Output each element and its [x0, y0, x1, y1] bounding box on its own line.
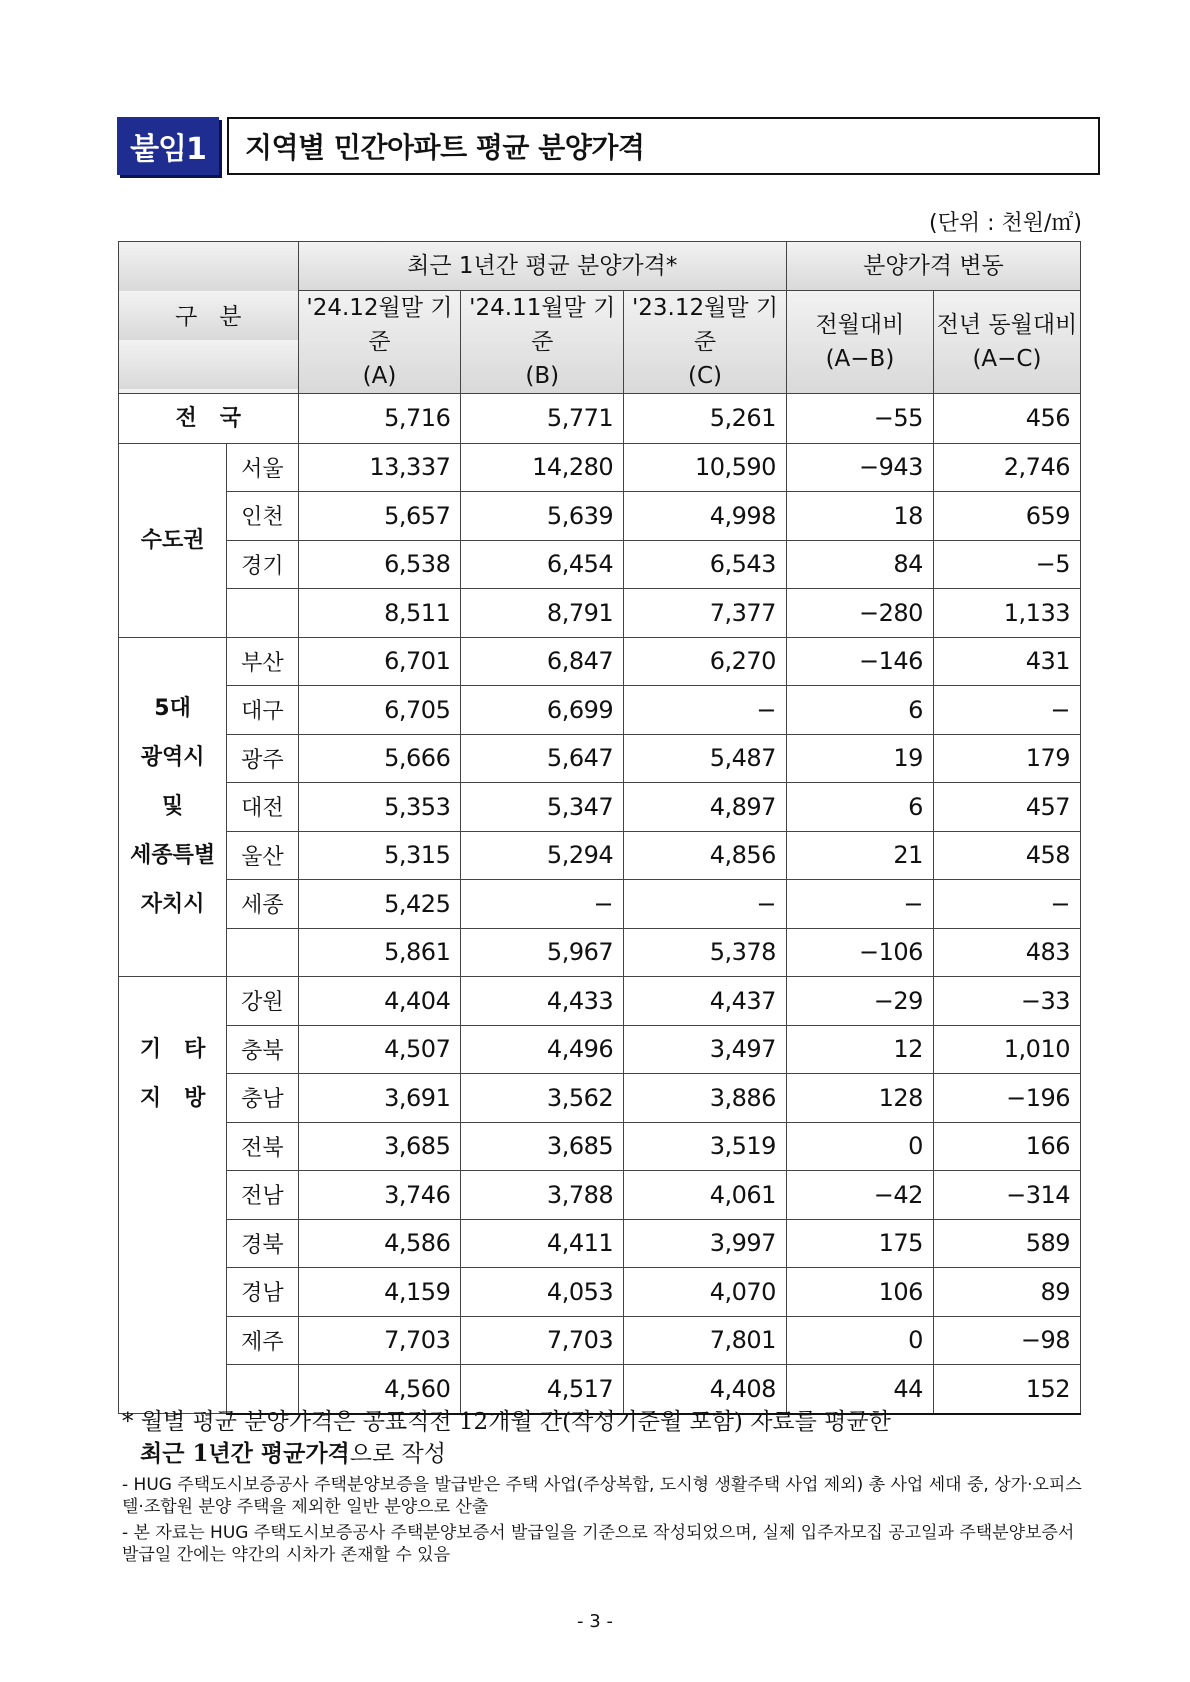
footnotes — [122, 1406, 1082, 1566]
value-cell: 5,657 — [298, 492, 461, 541]
col-header-sub: (A−C) — [972, 345, 1042, 372]
value-cell: 4,507 — [298, 1025, 461, 1074]
table-row — [119, 1074, 1081, 1123]
col-header-sub: (B) — [525, 362, 560, 389]
value-cell: 5,487 — [624, 734, 787, 783]
value-cell: 456 — [933, 393, 1080, 443]
value-cell: −196 — [933, 1074, 1080, 1123]
value-cell: 2,746 — [933, 443, 1080, 492]
value-cell: − — [933, 686, 1080, 735]
value-cell: 7,801 — [624, 1316, 787, 1365]
change-header: 분양가격 변동 — [786, 242, 1080, 291]
value-cell: −55 — [786, 393, 933, 443]
value-cell: 4,404 — [298, 977, 461, 1026]
value-cell: 6 — [786, 783, 933, 832]
value-cell: 106 — [786, 1268, 933, 1317]
value-cell: −29 — [786, 977, 933, 1026]
value-cell: 6 — [786, 686, 933, 735]
table-row — [119, 734, 1081, 783]
value-cell: 18 — [786, 492, 933, 541]
table-row — [119, 1219, 1081, 1268]
group-label-line: 자치시 — [140, 892, 205, 918]
col-header-label: '24.11월말 기준 — [469, 294, 616, 355]
value-cell: 4,053 — [461, 1268, 624, 1317]
value-cell: 431 — [933, 637, 1080, 686]
value-cell: 5,716 — [298, 393, 461, 443]
value-cell: −5 — [933, 540, 1080, 589]
value-cell: 4,897 — [624, 783, 787, 832]
price-table — [118, 241, 1081, 1415]
value-cell: 5,967 — [461, 928, 624, 977]
value-cell: − — [624, 686, 787, 735]
value-cell: 3,685 — [461, 1122, 624, 1171]
value-cell: −42 — [786, 1171, 933, 1220]
region-name: 부산 — [227, 637, 298, 686]
value-cell: 7,703 — [461, 1316, 624, 1365]
other-group-label — [119, 977, 227, 1414]
recent-header: 최근 1년간 평균 분양가격* — [298, 242, 786, 291]
value-cell: 4,159 — [298, 1268, 461, 1317]
value-cell: 483 — [933, 928, 1080, 977]
value-cell: 4,070 — [624, 1268, 787, 1317]
value-cell: 5,647 — [461, 734, 624, 783]
group-label-line: 및 — [161, 794, 184, 820]
footnote-star: * 월별 평균 분양가격은 공표직전 12개월 간(작성기준월 포함) 자료를 평균한 최근 1년간 평균가격으로 작성 — [122, 1409, 891, 1467]
value-cell: 5,666 — [298, 734, 461, 783]
value-cell: 21 — [786, 831, 933, 880]
value-cell: 10,590 — [624, 443, 787, 492]
value-cell: 8,791 — [461, 589, 624, 638]
value-cell: 4,496 — [461, 1025, 624, 1074]
col-header-sub: (A) — [362, 362, 397, 389]
region-name: 세종 — [227, 880, 298, 929]
region-name: 대전 — [227, 783, 298, 832]
table-row — [119, 492, 1081, 541]
value-cell: 4,437 — [624, 977, 787, 1026]
value-cell: 4,517 — [461, 1365, 624, 1414]
value-cell: 14,280 — [461, 443, 624, 492]
value-cell: 5,378 — [624, 928, 787, 977]
value-cell: 0 — [786, 1316, 933, 1365]
value-cell: 166 — [933, 1122, 1080, 1171]
value-cell: 3,685 — [298, 1122, 461, 1171]
value-cell: 4,411 — [461, 1219, 624, 1268]
value-cell: 6,538 — [298, 540, 461, 589]
section-header — [117, 117, 1100, 175]
capital-group-label: 수도권 — [119, 443, 227, 637]
col-header-a — [298, 290, 461, 393]
table-row — [119, 1171, 1081, 1220]
value-cell: 5,425 — [298, 880, 461, 929]
value-cell: 6,701 — [298, 637, 461, 686]
value-cell: 5,261 — [624, 393, 787, 443]
value-cell: 19 — [786, 734, 933, 783]
region-name: 제주 — [227, 1316, 298, 1365]
group-label-line: 5대 — [154, 696, 191, 722]
col-header-d — [786, 290, 933, 393]
value-cell: 6,454 — [461, 540, 624, 589]
value-cell: −943 — [786, 443, 933, 492]
col-header-label: 전월대비 — [815, 311, 905, 338]
table-row — [119, 1316, 1081, 1365]
group-label-line: 기 타 — [139, 1037, 206, 1062]
value-cell: 589 — [933, 1219, 1080, 1268]
value-cell: 3,788 — [461, 1171, 624, 1220]
region-name: 전남 — [227, 1171, 298, 1220]
value-cell: 5,353 — [298, 783, 461, 832]
region-name: 충북 — [227, 1025, 298, 1074]
value-cell: 5,315 — [298, 831, 461, 880]
footnote-source: - 본 자료는 HUG 주택도시보증공사 주택분양보증서 발급일을 기준으로 작성되었으며, 실제 입주자모집 공고일과 주택분양보증서 발급일 간에는 약간의 시차가 존재할 수 있음 — [122, 1523, 1075, 1565]
value-cell: 6,847 — [461, 637, 624, 686]
value-cell: 3,746 — [298, 1171, 461, 1220]
value-cell: 3,497 — [624, 1025, 787, 1074]
subtotal-spacer — [227, 928, 298, 977]
value-cell: 4,433 — [461, 977, 624, 1026]
value-cell: 5,771 — [461, 393, 624, 443]
region-name: 광주 — [227, 734, 298, 783]
group-header: 구 분 — [119, 242, 299, 394]
table-row — [119, 783, 1081, 832]
value-cell: 457 — [933, 783, 1080, 832]
value-cell: 84 — [786, 540, 933, 589]
value-cell: 6,699 — [461, 686, 624, 735]
footnote-method: - HUG 주택도시보증공사 주택분양보증을 발급받은 주택 사업(주상복합, 도시형 생활주택 사업 제외) 총 사업 세대 중, 상가·오피스텔·조합원 분양 주택을 제외한 일반 분양으로 산출 — [122, 1475, 1082, 1517]
value-cell: 3,562 — [461, 1074, 624, 1123]
group-label-line: 지 방 — [139, 1086, 206, 1111]
region-name: 울산 — [227, 831, 298, 880]
value-cell: 13,337 — [298, 443, 461, 492]
value-cell: 3,691 — [298, 1074, 461, 1123]
value-cell: 44 — [786, 1365, 933, 1414]
col-header-e — [933, 290, 1080, 393]
value-cell: 4,998 — [624, 492, 787, 541]
value-cell: 8,511 — [298, 589, 461, 638]
value-cell: 7,703 — [298, 1316, 461, 1365]
metro-group-label — [119, 637, 227, 977]
value-cell: − — [461, 880, 624, 929]
region-name: 강원 — [227, 977, 298, 1026]
table-row — [119, 1268, 1081, 1317]
table-row — [119, 540, 1081, 589]
region-name: 충남 — [227, 1074, 298, 1123]
value-cell: 89 — [933, 1268, 1080, 1317]
region-name: 경기 — [227, 540, 298, 589]
value-cell: − — [624, 880, 787, 929]
region-name: 경남 — [227, 1268, 298, 1317]
value-cell: 5,861 — [298, 928, 461, 977]
table-row — [119, 1122, 1081, 1171]
value-cell: 5,294 — [461, 831, 624, 880]
table-row — [119, 977, 1081, 1026]
value-cell: 128 — [786, 1074, 933, 1123]
value-cell: 4,408 — [624, 1365, 787, 1414]
value-cell: 0 — [786, 1122, 933, 1171]
region-name: 서울 — [227, 443, 298, 492]
table-row — [119, 1025, 1081, 1074]
table-row-national — [119, 393, 1081, 443]
table-row — [119, 880, 1081, 929]
table-row — [119, 443, 1081, 492]
value-cell: 1,133 — [933, 589, 1080, 638]
value-cell: − — [933, 880, 1080, 929]
table-row — [119, 831, 1081, 880]
value-cell: 5,347 — [461, 783, 624, 832]
subtotal-spacer — [227, 589, 298, 638]
page-number: - 3 - — [577, 1611, 613, 1632]
subtotal-row — [119, 589, 1081, 638]
value-cell: −280 — [786, 589, 933, 638]
value-cell: −33 — [933, 977, 1080, 1026]
value-cell: 458 — [933, 831, 1080, 880]
value-cell: 12 — [786, 1025, 933, 1074]
value-cell: 6,270 — [624, 637, 787, 686]
value-cell: 175 — [786, 1219, 933, 1268]
value-cell: 6,543 — [624, 540, 787, 589]
national-label: 전 국 — [119, 393, 299, 443]
value-cell: − — [786, 880, 933, 929]
value-cell: 3,519 — [624, 1122, 787, 1171]
col-header-c — [624, 290, 787, 393]
col-header-b — [461, 290, 624, 393]
value-cell: 3,886 — [624, 1074, 787, 1123]
col-header-label: '23.12월말 기준 — [631, 294, 779, 355]
col-header-sub: (A−B) — [825, 345, 895, 372]
subtotal-row — [119, 928, 1081, 977]
value-cell: 659 — [933, 492, 1080, 541]
col-header-label: 전년 동월대비 — [936, 311, 1078, 338]
value-cell: −106 — [786, 928, 933, 977]
value-cell: −314 — [933, 1171, 1080, 1220]
value-cell: 6,705 — [298, 686, 461, 735]
attachment-badge: 붙임1 — [117, 117, 219, 175]
value-cell: 1,010 — [933, 1025, 1080, 1074]
region-name: 인천 — [227, 492, 298, 541]
table-row — [119, 686, 1081, 735]
col-header-sub: (C) — [688, 362, 723, 389]
value-cell: 4,856 — [624, 831, 787, 880]
value-cell: 3,997 — [624, 1219, 787, 1268]
value-cell: 4,560 — [298, 1365, 461, 1414]
value-cell: 152 — [933, 1365, 1080, 1414]
page-title: 지역별 민간아파트 평균 분양가격 — [227, 117, 1100, 175]
region-name: 대구 — [227, 686, 298, 735]
col-header-label: '24.12월말 기준 — [306, 294, 453, 355]
group-label-line: 세종특별 — [130, 843, 216, 869]
header-row — [119, 242, 1081, 291]
table-row — [119, 637, 1081, 686]
value-cell: 179 — [933, 734, 1080, 783]
value-cell: −98 — [933, 1316, 1080, 1365]
group-label-line: 광역시 — [140, 745, 205, 771]
value-cell: 4,061 — [624, 1171, 787, 1220]
value-cell: 7,377 — [624, 589, 787, 638]
unit-label: (단위 : 천원/㎡) — [929, 211, 1082, 236]
value-cell: 4,586 — [298, 1219, 461, 1268]
value-cell: −146 — [786, 637, 933, 686]
region-name: 경북 — [227, 1219, 298, 1268]
region-name: 전북 — [227, 1122, 298, 1171]
value-cell: 5,639 — [461, 492, 624, 541]
